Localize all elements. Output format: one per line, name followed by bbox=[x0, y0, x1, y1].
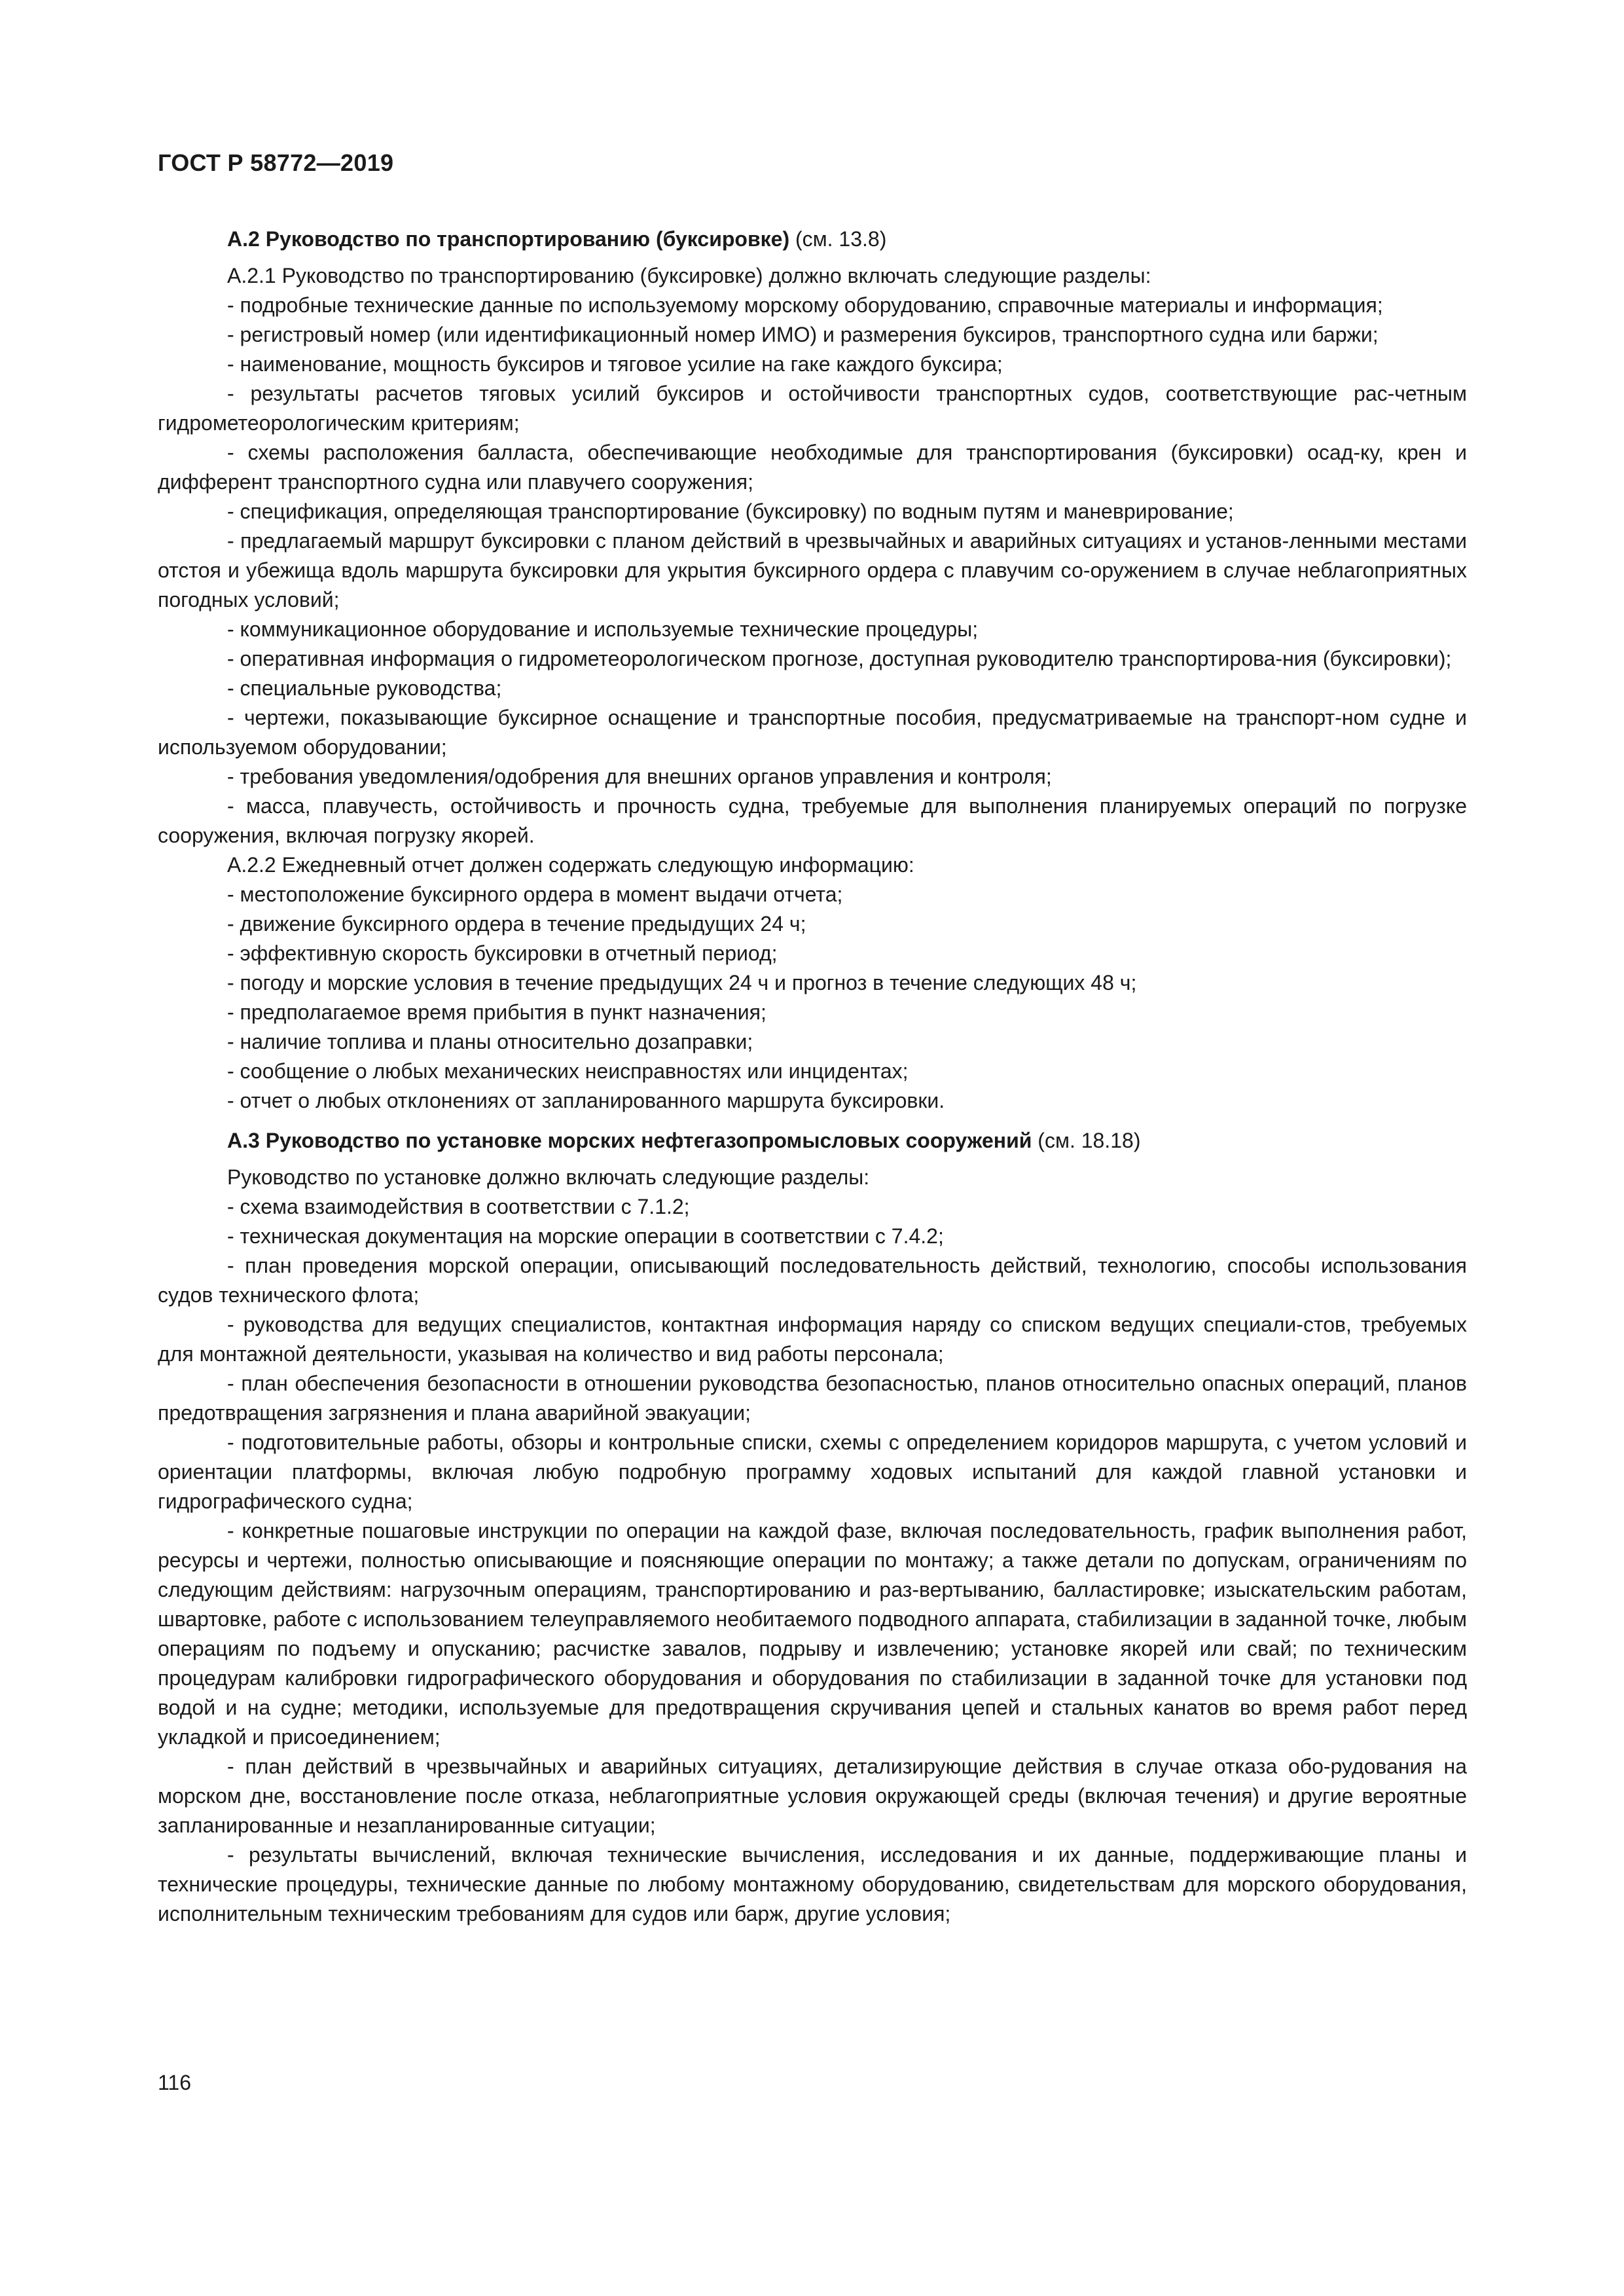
list-item: - эффективную скорость буксировки в отчетный период; bbox=[227, 941, 778, 965]
list-item: - движение буксирного ордера в течение предыдущих 24 ч; bbox=[227, 912, 806, 936]
list-item: - руководства для ведущих специалистов, контактная информация наряду со списком ведущих специали-стов, требуемых для монтажной деятельности, указывая на количество и вид работы персонала; bbox=[158, 1313, 1467, 1366]
list-item: - план действий в чрезвычайных и аварийных ситуациях, детализирующие действия в случае отказа обо-рудования на морском дне, восстановление после отказа, неблагоприятные условия окружающей среды (включая течения) и другие вероятные запланированные и незапланированные ситуации; bbox=[158, 1755, 1467, 1837]
list-item: - план проведения морской операции, описывающий последовательность действий, технологию, способы использования судов технического флота; bbox=[158, 1254, 1467, 1307]
list-item: - отчет о любых отклонениях от запланированного маршрута буксировки. bbox=[227, 1089, 945, 1112]
list-item: - оперативная информация о гидрометеорологическом прогнозе, доступная руководителю транспортирова-ния (буксировки); bbox=[227, 647, 1452, 670]
list-item: - подробные технические данные по используемому морскому оборудованию, справочные материалы и информация; bbox=[227, 293, 1383, 317]
clause-a22-intro: А.2.2 Ежедневный отчет должен содержать следующую информацию: bbox=[227, 853, 914, 877]
list-item: - регистровый номер (или идентификационный номер ИМО) и размерения буксиров, транспортного судна или баржи; bbox=[227, 323, 1379, 346]
section-heading-a2-ref: (см. 13.8) bbox=[789, 227, 887, 251]
section-heading-a2-title: А.2 Руководство по транспортированию (буксировке) bbox=[227, 227, 790, 251]
list-item: - местоположение буксирного ордера в момент выдачи отчета; bbox=[227, 883, 843, 906]
list-item: - план обеспечения безопасности в отношении руководства безопасностью, планов относительно опасных операций, планов предотвращения загрязнения и плана аварийной эвакуации; bbox=[158, 1372, 1467, 1425]
section-heading-a3-title: А.3 Руководство по установке морских нефтегазопромысловых сооружений bbox=[227, 1129, 1032, 1152]
section-heading-a3-ref: (см. 18.18) bbox=[1032, 1129, 1141, 1152]
page-number: 116 bbox=[158, 2071, 192, 2094]
list-item: - схема взаимодействия в соответствии с 7.1.2; bbox=[227, 1195, 690, 1218]
list-item: - предлагаемый маршрут буксировки с планом действий в чрезвычайных и аварийных ситуациях и установ-ленными местами отстоя и убежища вдоль маршрута буксировки для укрытия буксирного ордера с плавучим со-оружением в случае неблагоприятных погодных условий; bbox=[158, 529, 1467, 611]
document-body bbox=[158, 225, 1467, 1929]
list-item: - погоду и морские условия в течение предыдущих 24 ч и прогноз в течение следующих 48 ч; bbox=[227, 971, 1137, 994]
list-item: - схемы расположения балласта, обеспечивающие необходимые для транспортирования (буксировки) осад-ку, крен и дифферент транспортного судна или плавучего сооружения; bbox=[158, 441, 1467, 494]
list-item: - наименование, мощность буксиров и тяговое усилие на гаке каждого буксира; bbox=[227, 352, 1003, 376]
list-item: - конкретные пошаговые инструкции по операции на каждой фазе, включая последовательность, график выполнения работ, ресурсы и чертежи, полностью описывающие и поясняющие операции по монтажу; а также детали по допускам, ограничениям по следующим действиям: нагрузочным операциям, транспортированию и раз-вертыванию, балластировке; изыскательским работам, швартовке, работе с использованием телеуправляемого необитаемого подводного аппарата, стабилизации в заданной точке, любым операциям по подъему и опусканию; расчистке завалов, подрыву и извлечению; установке якорей или свай; по техническим процедурам калибровки гидрографического оборудования и оборудования по стабилизации в заданной точке для установки под водой и на судне; методики, используемые для предотвращения скручивания цепей и стальных канатов во время работ перед укладкой и присоединением; bbox=[158, 1519, 1467, 1749]
list-item: - результаты вычислений, включая технические вычисления, исследования и их данные, поддерживающие планы и технические процедуры, технические данные по любому монтажному оборудованию, свидетельствам для морского оборудования, исполнительным техническим требованиям для судов или барж, другие условия; bbox=[158, 1843, 1467, 1925]
document-code-header: ГОСТ Р 58772—2019 bbox=[158, 149, 394, 176]
list-item: - результаты расчетов тяговых усилий буксиров и остойчивости транспортных судов, соответствующие рас-четным гидрометеорологическим критериям; bbox=[158, 382, 1467, 435]
list-item: - предполагаемое время прибытия в пункт назначения; bbox=[227, 1000, 767, 1024]
list-item: - техническая документация на морские операции в соответствии с 7.4.2; bbox=[227, 1224, 944, 1248]
list-item: - масса, плавучесть, остойчивость и прочность судна, требуемые для выполнения планируемых операций по погрузке сооружения, включая погрузку якорей. bbox=[158, 794, 1467, 847]
list-item: - коммуникационное оборудование и используемые технические процедуры; bbox=[227, 617, 979, 641]
list-item: - сообщение о любых механических неисправностях или инцидентах; bbox=[227, 1059, 909, 1083]
section-heading-a3 bbox=[158, 1126, 1467, 1156]
list-item: - требования уведомления/одобрения для внешних органов управления и контроля; bbox=[227, 765, 1052, 788]
list-item: - чертежи, показывающие буксирное оснащение и транспортные пособия, предусматриваемые на транспорт-ном судне и используемом оборудовании; bbox=[158, 706, 1467, 759]
clause-a21-intro: А.2.1 Руководство по транспортированию (буксировке) должно включать следующие разделы: bbox=[227, 264, 1151, 287]
list-item: - подготовительные работы, обзоры и контрольные списки, схемы с определением коридоров маршрута, с учетом условий и ориентации платформы, включая любую подробную программу ходовых испытаний для каждой главной установки и гидрографического судна; bbox=[158, 1430, 1467, 1513]
list-item: - спецификация, определяющая транспортирование (буксировку) по водным путям и маневрирование; bbox=[227, 500, 1234, 523]
section-a3-intro: Руководство по установке должно включать следующие разделы: bbox=[227, 1165, 870, 1189]
section-heading-a2 bbox=[158, 225, 1467, 254]
list-item: - специальные руководства; bbox=[227, 676, 502, 700]
list-item: - наличие топлива и планы относительно дозаправки; bbox=[227, 1030, 753, 1053]
